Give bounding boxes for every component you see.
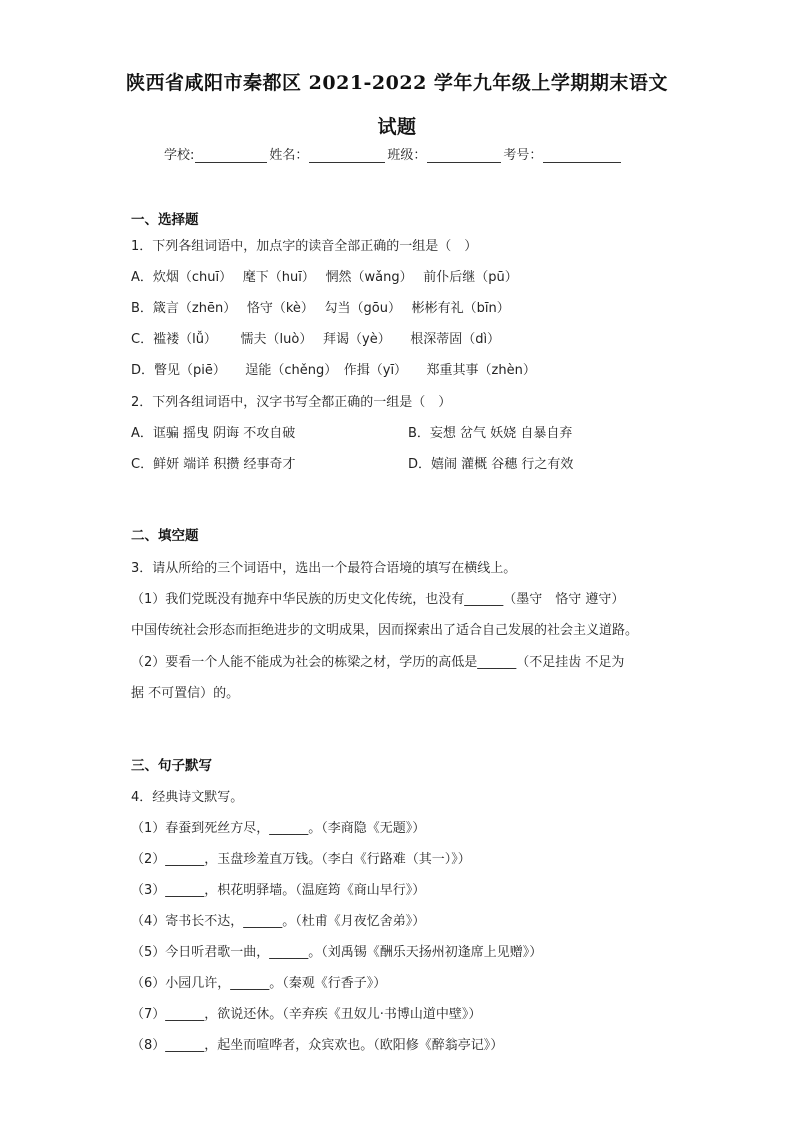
question-1-option-d: D．瞥见（piē） 逞能（chěng） 作揖（yī） 郑重其事（zhèn） bbox=[131, 363, 536, 378]
question-4-item-7: （7）______，欲说还休。（辛弃疾《丑奴儿·书博山道中壁》） bbox=[131, 1007, 482, 1022]
exam-title-line1: 陕西省咸阳市秦都区 2021-2022 学年九年级上学期期末语文 bbox=[126, 72, 668, 94]
class-blank bbox=[427, 148, 501, 163]
question-1-option-c: C．褴褛（lǚ） 懦夫（luò） 拜谒（yè） 根深蒂固（dì） bbox=[131, 332, 501, 347]
question-4-item-4: （4）寄书长不达，______。（杜甫《月夜忆舍弟》） bbox=[131, 914, 426, 929]
question-3-part2-line1: （2）要看一个人能不能成为社会的栋梁之材，学历的高低是______（不足挂齿 不足为 bbox=[131, 655, 625, 670]
question-4-item-3: （3）______，枳花明驿墙。（温庭筠《商山早行》） bbox=[131, 883, 426, 898]
question-3-stem: 3．请从所给的三个词语中，选出一个最符合语境的填写在横线上。 bbox=[131, 561, 517, 576]
question-4-item-6: （6）小园几许，______。（秦观《行香子》） bbox=[131, 976, 387, 991]
question-4-item-5: （5）今日听君歌一曲，______。（刘禹锡《酬乐天扬州初逢席上见赠》） bbox=[131, 945, 543, 960]
student-info-row bbox=[164, 144, 623, 163]
question-1-option-a: A．炊烟（chuī） 麾下（huī） 惘然（wǎng） 前仆后继（pū） bbox=[131, 270, 518, 285]
number-blank bbox=[543, 148, 621, 163]
name-label: 姓名： bbox=[269, 148, 309, 163]
question-4-item-2: （2）______，玉盘珍羞直万钱。（李白《行路难（其一）》） bbox=[131, 852, 471, 867]
section-heading-recitation: 三、句子默写 bbox=[131, 758, 212, 774]
exam-title-line2: 试题 bbox=[377, 116, 417, 138]
class-label: 班级： bbox=[387, 148, 427, 163]
question-2-option-b: B．妄想 岔气 妖娆 自暴自弃 bbox=[408, 426, 573, 441]
question-2-stem: 2．下列各组词语中，汉字书写全都正确的一组是（ ） bbox=[131, 395, 452, 410]
question-4-item-8: （8）______，起坐而喧哗者，众宾欢也。（欧阳修《醉翁亭记》） bbox=[131, 1038, 504, 1053]
question-4-item-1: （1）春蚕到死丝方尽，______。（李商隐《无题》） bbox=[131, 821, 426, 836]
school-blank bbox=[195, 148, 267, 163]
question-1-option-b: B．箴言（zhēn） 恪守（kè） 勾当（gōu） 彬彬有礼（bīn） bbox=[131, 301, 510, 316]
number-label: 考号： bbox=[503, 148, 543, 163]
section-heading-choice: 一、选择题 bbox=[131, 212, 199, 228]
question-2-option-d: D．嬉闹 灌概 谷穗 行之有效 bbox=[408, 457, 574, 472]
question-3-part2-line2: 据 不可置信）的。 bbox=[131, 686, 240, 701]
question-2-option-a: A．诓骗 摇曳 阴诲 不攻自破 bbox=[131, 426, 296, 441]
section-heading-fill: 二、填空题 bbox=[131, 528, 199, 544]
question-2-option-c: C．鲜妍 端详 积攒 经事奇才 bbox=[131, 457, 296, 472]
question-3-part1-line2: 中国传统社会形态而拒绝进步的文明成果，因而探索出了适合自己发展的社会主义道路。 bbox=[131, 623, 639, 638]
school-label: 学校: bbox=[164, 148, 195, 163]
question-3-part1-line1: （1）我们党既没有抛弃中华民族的历史文化传统，也没有______（墨守 恪守 遵守） bbox=[131, 592, 625, 607]
question-4-stem: 4．经典诗文默写。 bbox=[131, 790, 244, 805]
question-1-stem: 1．下列各组词语中，加点字的读音全部正确的一组是（ ） bbox=[131, 239, 478, 254]
name-blank bbox=[309, 148, 385, 163]
